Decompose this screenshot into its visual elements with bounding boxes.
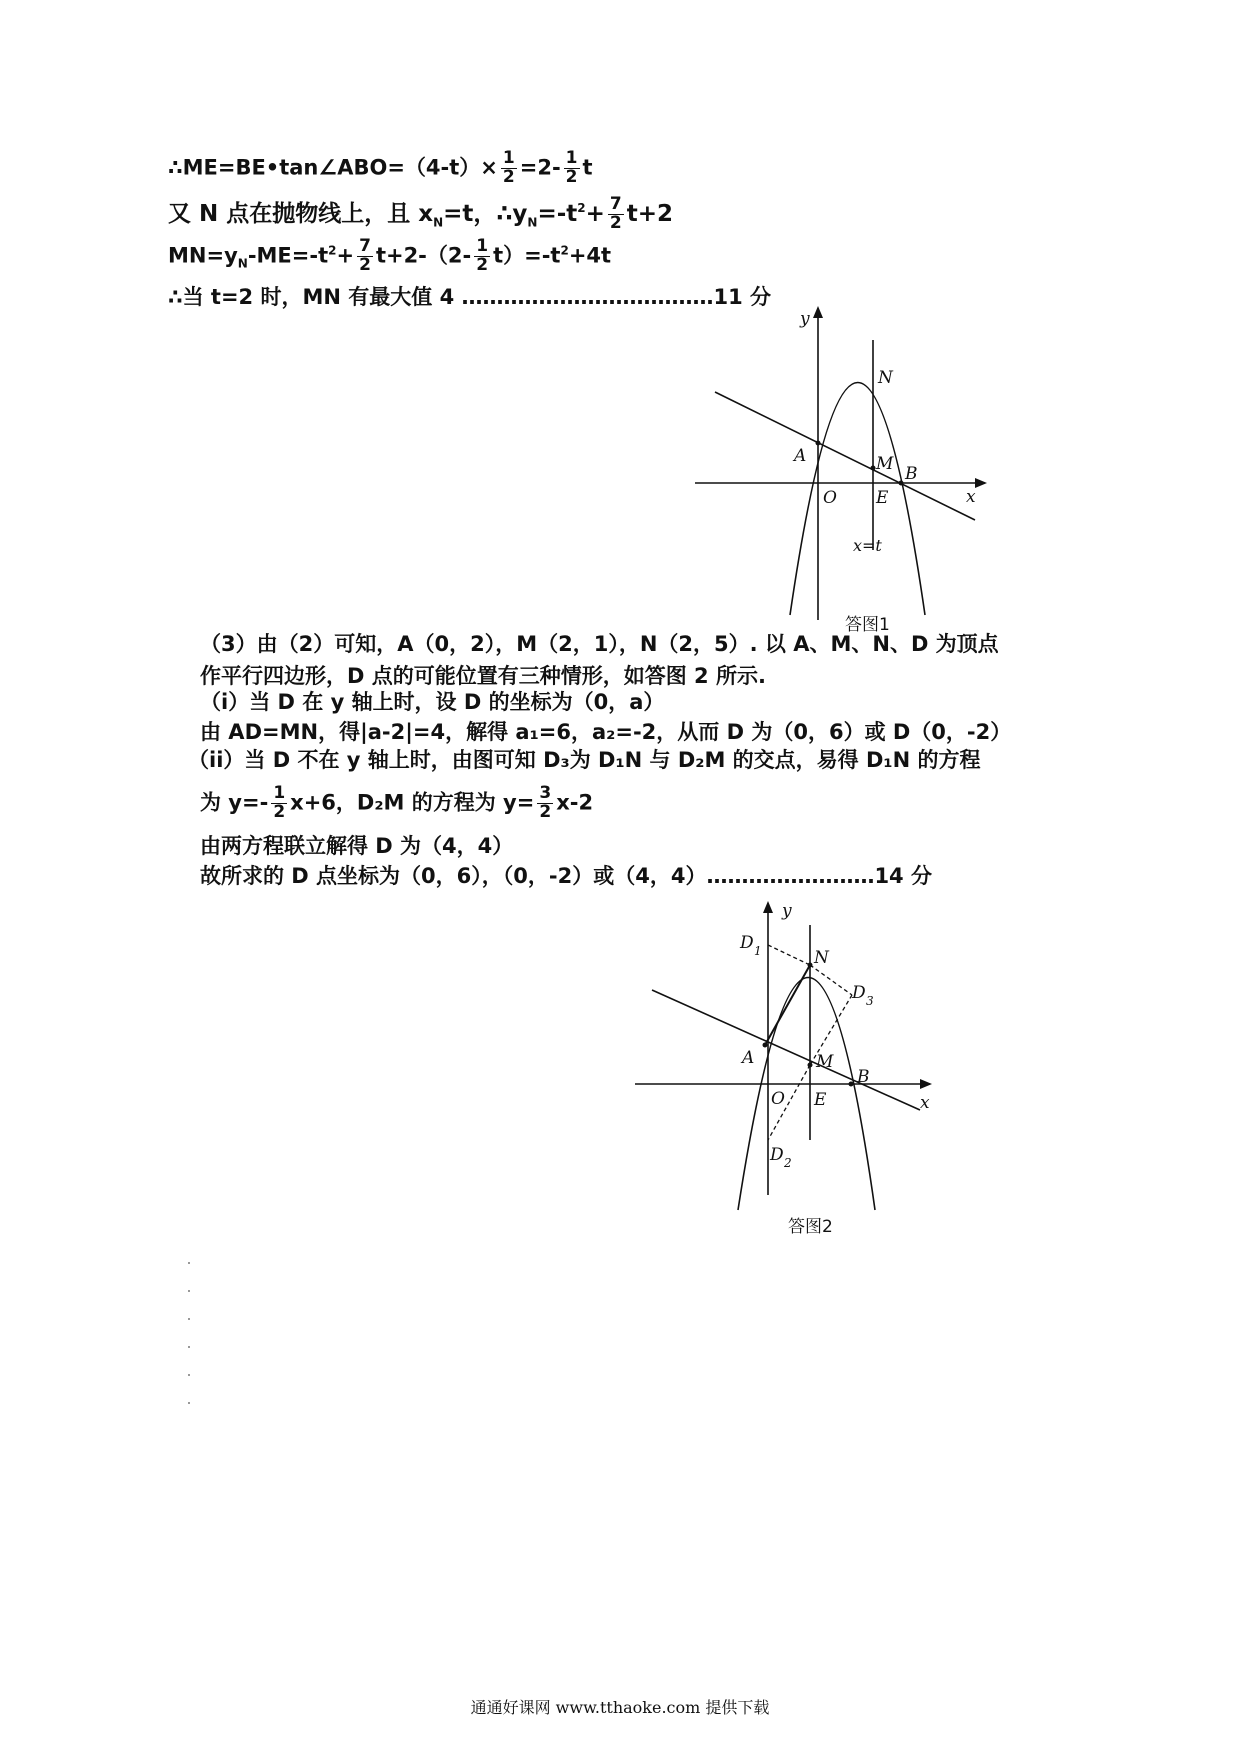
text-segment: ∴ME=BE•tan∠ABO=（4-t）× — [168, 155, 498, 180]
para-3-line-3: （i）当 D 在 y 轴上时，设 D 的坐标为（0，a） — [200, 690, 665, 714]
figure-1 — [690, 300, 990, 630]
point-a — [816, 441, 821, 446]
label-o: O — [823, 488, 837, 508]
label-d3: D — [852, 983, 866, 1003]
subscript: N — [433, 215, 444, 230]
label-n: N — [814, 948, 829, 968]
segment-an — [765, 965, 810, 1045]
line-max: ∴当 t=2 时，MN 有最大值 4 ………………………………11 分 — [168, 285, 772, 309]
line-mn — [168, 238, 611, 275]
denominator: 2 — [609, 212, 622, 233]
denominator: 2 — [565, 166, 578, 187]
text-segment: MN=y — [168, 243, 238, 268]
label-d1: D — [740, 933, 754, 953]
denominator: 2 — [539, 801, 552, 822]
denominator: 2 — [273, 801, 286, 822]
margin-dot — [188, 1262, 190, 1264]
label-b: B — [905, 464, 918, 484]
subscript: N — [237, 256, 248, 271]
x-arrow — [975, 478, 987, 488]
label-y: y — [800, 309, 810, 329]
x-arrow — [920, 1079, 932, 1089]
margin-dot — [188, 1402, 190, 1404]
text-segment: +4t — [568, 243, 612, 268]
label-x-eq-t: x=t — [853, 536, 882, 555]
fraction — [501, 150, 517, 187]
para-3-line-6 — [200, 785, 593, 822]
label-n: N — [878, 368, 893, 388]
para-3-line-8: 故所求的 D 点坐标为（0，6），（0，-2）或（4，4）……………………14 分 — [200, 864, 932, 888]
text-segment: =t，∴y — [443, 200, 528, 227]
text-segment: t）=-t — [493, 243, 561, 268]
text-segment: =2- — [519, 155, 561, 180]
numerator: 7 — [359, 236, 371, 256]
label-m: M — [816, 1052, 834, 1072]
line-yn — [168, 196, 673, 233]
text-segment: =-t — [537, 200, 578, 227]
label-b: B — [857, 1067, 870, 1087]
fraction — [608, 196, 624, 233]
text-segment: t+2 — [626, 200, 674, 227]
numerator: 7 — [609, 194, 622, 214]
denominator: 2 — [359, 254, 371, 275]
para-3-line-1: （3）由（2）可知，A（0，2），M（2，1），N（2，5）. 以 A、M、N、D 为顶点 — [200, 632, 999, 656]
para-3-line-7: 由两方程联立解得 D 为（4，4） — [200, 834, 514, 858]
figure-2 — [630, 895, 950, 1215]
text-segment: 又 N 点在抛物线上，且 x — [168, 200, 434, 227]
point-a — [763, 1043, 768, 1048]
margin-dot — [188, 1374, 190, 1376]
line-ab — [715, 392, 975, 520]
text-segment: t+2-（2- — [375, 243, 472, 268]
fraction — [271, 785, 287, 822]
fraction — [564, 150, 580, 187]
point-m — [808, 1063, 813, 1068]
parabola — [738, 978, 875, 1211]
y-arrow — [763, 901, 773, 913]
para-3-line-5: （ii）当 D 不在 y 轴上时，由图可知 D₃为 D₁N 与 D₂M 的交点，易得 D₁N 的方程 — [188, 748, 981, 772]
line-me — [168, 150, 593, 187]
label-e: E — [814, 1090, 827, 1110]
margin-dot — [188, 1318, 190, 1320]
numerator: 1 — [273, 783, 286, 803]
superscript: 2 — [577, 201, 586, 216]
segment-d1n — [768, 945, 810, 965]
parabola — [790, 383, 925, 616]
margin-dot — [188, 1346, 190, 1348]
superscript: 2 — [560, 243, 569, 258]
para-3-line-2: 作平行四边形，D 点的可能位置有三种情形，如答图 2 所示. — [200, 664, 766, 688]
text-segment: x+6，D₂M 的方程为 y= — [290, 790, 535, 815]
denominator: 2 — [502, 166, 515, 187]
point-b — [849, 1082, 854, 1087]
label-d3-subscript: 3 — [866, 994, 874, 1008]
label-m: M — [876, 454, 894, 474]
fraction — [474, 238, 490, 275]
label-a: A — [742, 1048, 755, 1068]
figure-2-caption: 答图2 — [788, 1217, 833, 1237]
para-3-line-4: 由 AD=MN，得|a-2|=4，解得 a₁=6，a₂=-2，从而 D 为（0，6）或 D（0，-2） — [200, 720, 1012, 744]
text-segment: 为 y=- — [200, 790, 269, 815]
text-segment: x-2 — [556, 790, 594, 815]
y-arrow — [813, 306, 823, 318]
numerator: 1 — [502, 148, 515, 168]
label-y: y — [782, 901, 792, 921]
numerator: 1 — [476, 236, 489, 256]
label-o: O — [771, 1089, 785, 1109]
subscript: N — [527, 215, 538, 230]
figure-1-caption: 答图1 — [845, 615, 890, 635]
text-segment: + — [336, 243, 355, 268]
label-a: A — [794, 446, 807, 466]
label-d2-subscript: 2 — [784, 1156, 792, 1170]
point-m — [871, 466, 876, 471]
fraction — [537, 785, 553, 822]
label-e: E — [876, 488, 889, 508]
label-d1-subscript: 1 — [754, 944, 762, 958]
point-b — [899, 481, 904, 486]
denominator: 2 — [476, 254, 489, 275]
superscript: 2 — [328, 243, 337, 258]
numerator: 3 — [539, 783, 552, 803]
page-footer: 通通好课网 www.tthaoke.com 提供下载 — [470, 1698, 770, 1717]
numerator: 1 — [565, 148, 578, 168]
text-segment: + — [585, 200, 605, 227]
fraction — [357, 238, 373, 275]
label-d2: D — [770, 1145, 784, 1165]
text-segment: t — [582, 155, 593, 180]
label-x: x — [966, 487, 976, 507]
margin-dot — [188, 1290, 190, 1292]
point-n — [808, 963, 813, 968]
label-x: x — [920, 1093, 930, 1113]
text-segment: -ME=-t — [247, 243, 329, 268]
